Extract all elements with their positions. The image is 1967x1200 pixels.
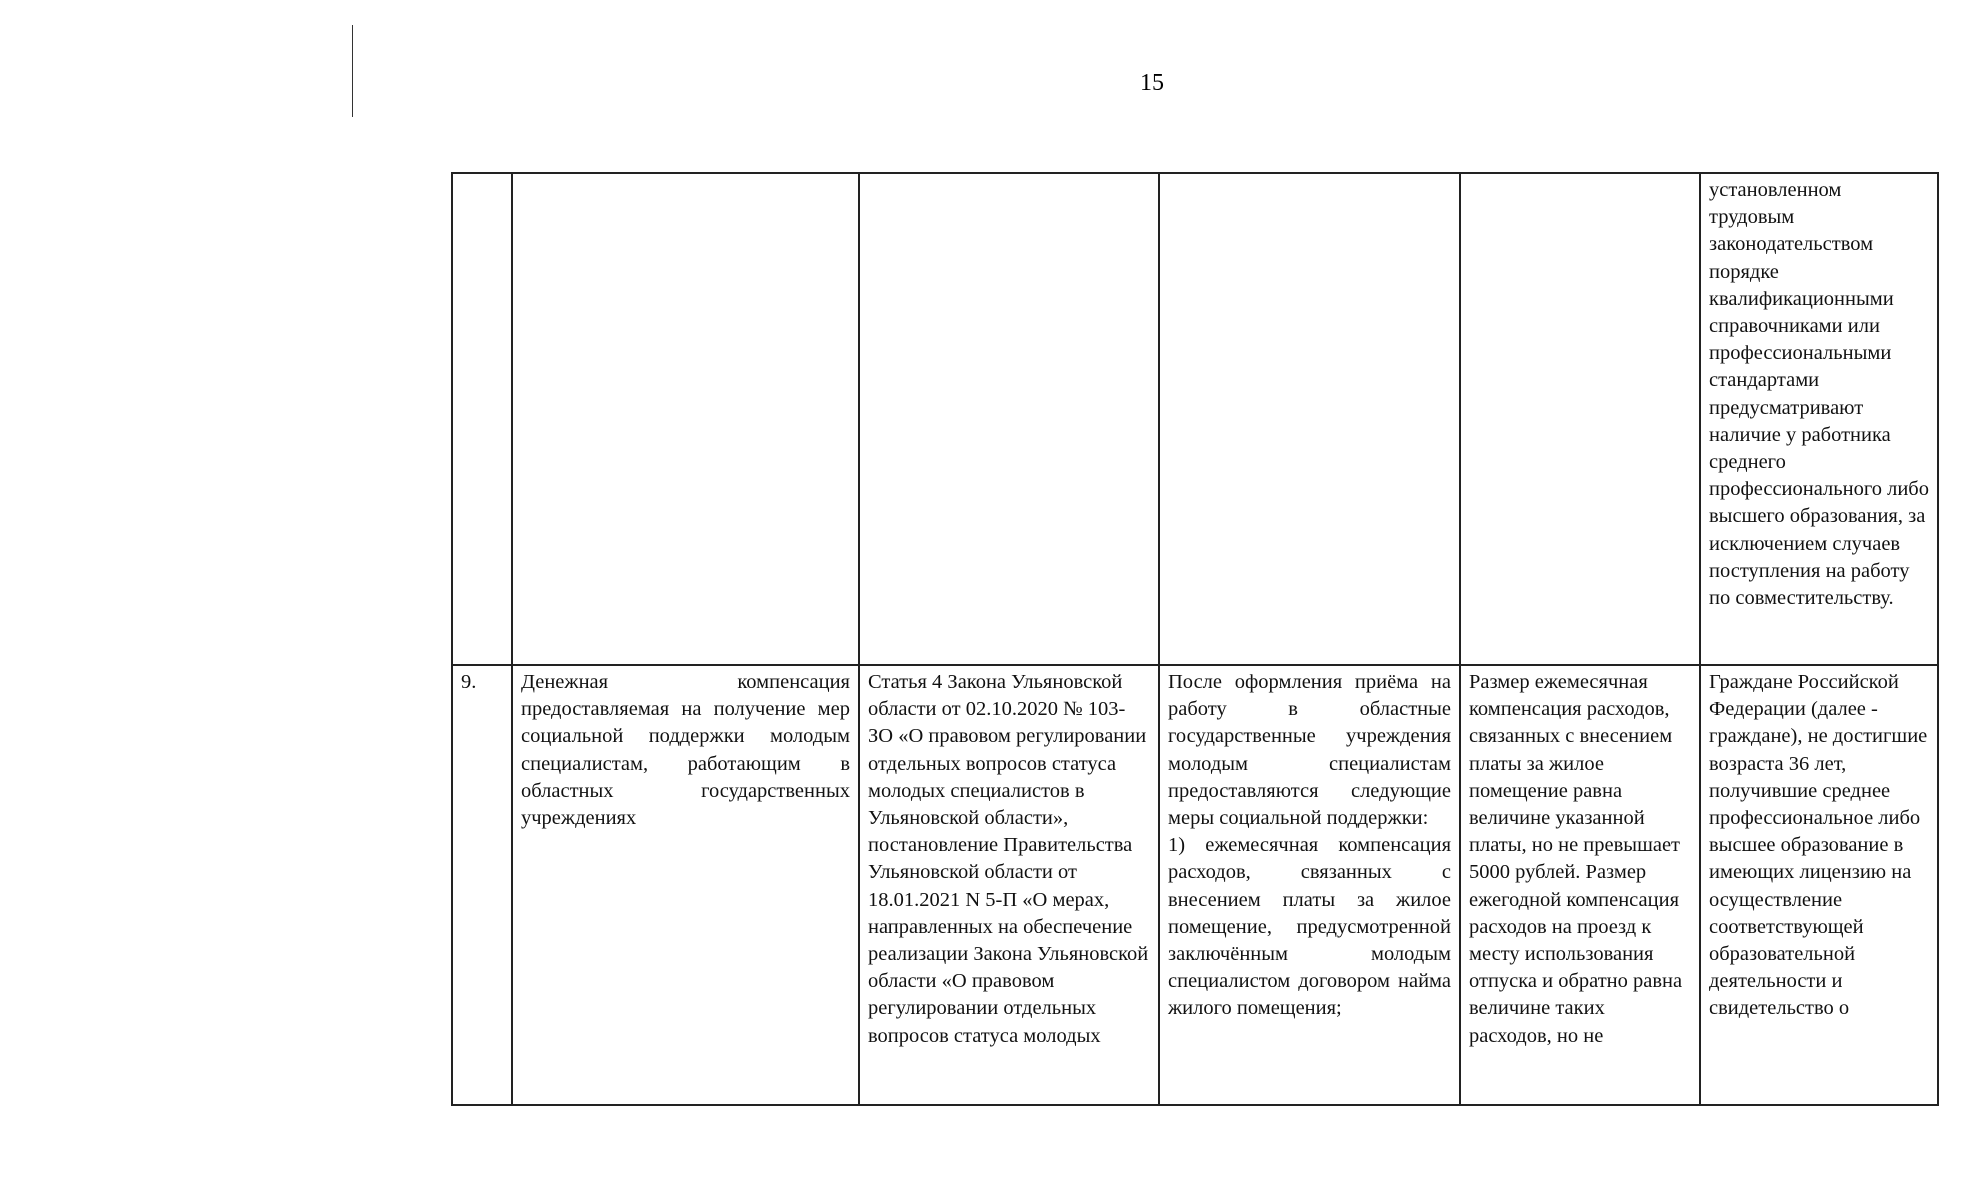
- cell-text: установленном трудовым законодательством порядке квалификационными справочниками или профессиональными стандартами предусматривают наличие у работника среднего профессионального либо высшего образования, за исключением случаев поступления на работу по совместительству.: [1709, 179, 1929, 610]
- table-cell-number: [452, 173, 512, 665]
- cell-text: Граждане Российской Федерации (далее - граждане), не достигшие возраста 36 лет, получившие среднее профессиональное либо высшее образование в имеющих лицензию на осуществление соответствующей образовательной деятельности и свидетельство о: [1709, 671, 1928, 1020]
- table-cell-measure-name: [512, 665, 859, 1105]
- table-cell-amount: [1460, 665, 1700, 1105]
- cell-text: 9.: [461, 671, 477, 693]
- table-cell-legal-basis: [859, 665, 1159, 1105]
- benefits-table: [451, 172, 1939, 1106]
- table-cell-legal-basis: [859, 173, 1159, 665]
- table-cell-recipients: [1700, 665, 1938, 1105]
- table-cell-recipients: [1700, 173, 1938, 665]
- page-number: 15: [1140, 70, 1164, 96]
- table-row: [452, 173, 1938, 665]
- cell-text: После оформления приёма на работу в областные государственные учреждения молодым специалистам предоставляются следующие меры социальной поддержки: 1) ежемесячная компенсация расходов, связанных с внесением платы за жилое помещение, предусмотренной заключённым молодым специалистом договором найма жилого помещения;: [1168, 671, 1451, 1020]
- table-row: [452, 665, 1938, 1105]
- table-cell-conditions: [1159, 173, 1460, 665]
- table-cell-measure-name: [512, 173, 859, 665]
- cell-text: Статья 4 Закона Ульяновской области от 02.10.2020 № 103-ЗО «О правовом регулировании отдельных вопросов статуса молодых специалистов в Ульяновской области», постановление Правительства Ульяновской области от 18.01.2021 N 5-П «О мерах, направленных на обеспечение реализации Закона Ульяновской области «О правовом регулировании отдельных вопросов статуса молодых: [868, 671, 1149, 1047]
- table-cell-conditions: [1159, 665, 1460, 1105]
- table-cell-amount: [1460, 173, 1700, 665]
- cell-text: Размер ежемесячная компенсация расходов, связанных с внесением платы за жилое помещение равна величине указанной платы, но не превышает 5000 рублей. Размер ежегодной компенсация расходов на проезд к месту использования отпуска и обратно равна величине таких расходов, но не: [1469, 671, 1683, 1047]
- margin-line: [352, 25, 353, 117]
- cell-text: Денежная компенсация предоставляемая на получение мер социальной поддержки молодым специалистам, работающим в областных государственных учреждениях: [521, 671, 850, 830]
- table-cell-number: [452, 665, 512, 1105]
